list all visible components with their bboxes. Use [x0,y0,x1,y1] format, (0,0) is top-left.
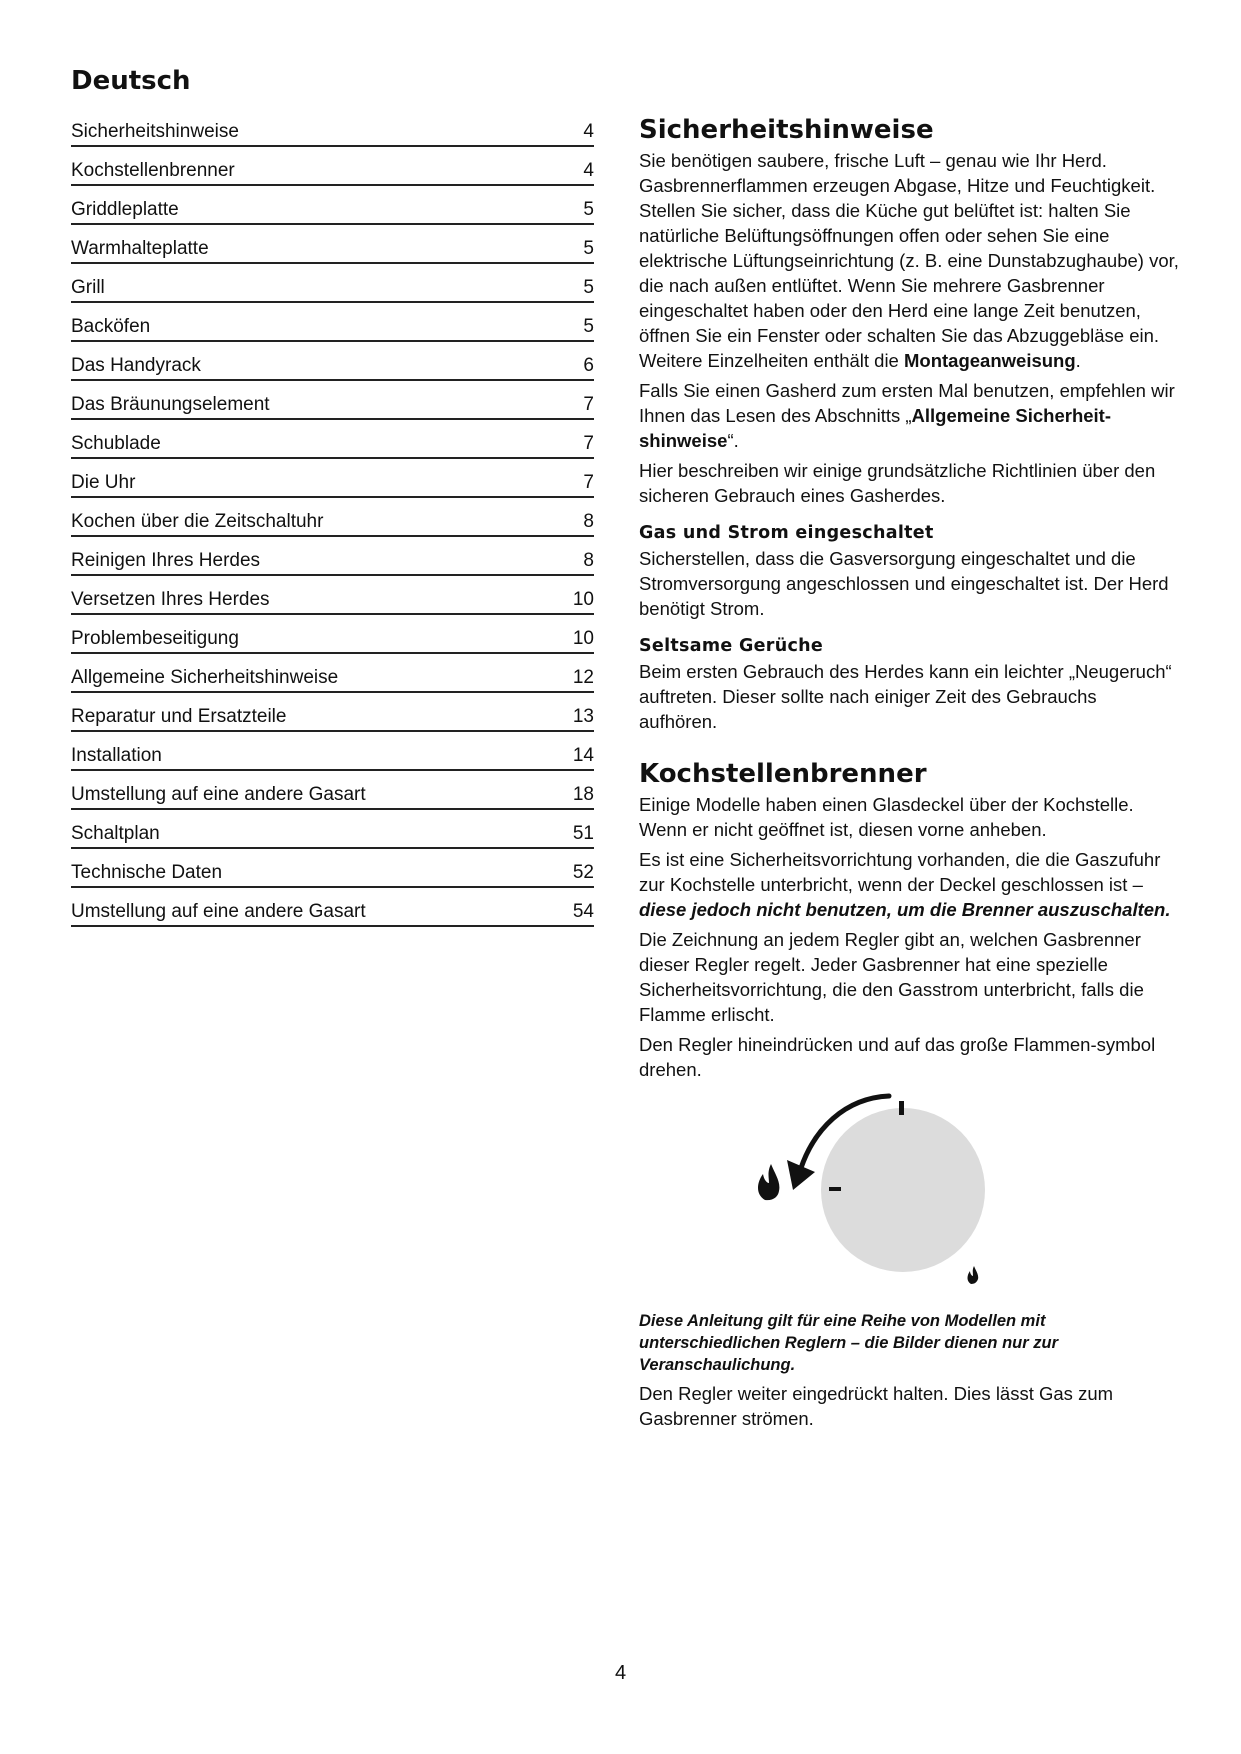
toc-entry-label: Sicherheitshinweise [71,121,239,142]
toc-entry[interactable] [71,695,594,732]
burners-paragraph-5: Den Regler weiter eingedrückt halten. Dies lässt Gas zum Gasbrenner strömen. [639,1383,1114,1429]
toc-entry[interactable] [71,812,594,849]
safety-p2-text: Falls Sie einen Gasherd zum ersten Mal benutzen, empfehlen wir Ihnen das Lesen des Abschnitts „ [639,380,1175,426]
toc-entry[interactable] [71,656,594,693]
gas-power-text: Sicherstellen, dass die Gasversorgung eingeschaltet und die Stromversorgung angeschlossen und eingeschaltet ist. Der Herd benötigt Strom. [639,548,1169,619]
models-note: Diese Anleitung gilt für eine Reihe von Modellen mit unterschiedlichen Reglern – die Bilder dienen nur zur Veranschaulichung. [639,1312,1059,1374]
knob-illustration [639,1090,1179,1310]
toc-entry-label: Das Bräunungselement [71,394,270,415]
safety-p1-bold: Montageanweisung [904,350,1076,371]
toc-entry-page: 5 [583,238,594,259]
knob-top-marker [899,1101,904,1115]
toc-entry-page: 8 [583,511,594,532]
toc-entry[interactable] [71,461,594,498]
burners-paragraph-4: Den Regler hineindrücken und auf das große Flammen-symbol drehen. [639,1034,1156,1080]
toc-entry-page: 10 [572,589,594,610]
toc-entry[interactable] [71,773,594,810]
burners-paragraph-2 [639,847,1179,922]
toc-entry[interactable] [71,149,594,186]
burners-paragraph-1: Einige Modelle haben einen Glasdeckel über der Kochstelle. Wenn er nicht geöffnet ist, diesen vorne anheben. [639,794,1134,840]
toc-entry-label: Die Uhr [71,472,136,493]
toc-entry-label: Allgemeine Sicherheitshinweise [71,667,339,688]
toc-entry-page: 12 [572,667,594,688]
toc-entry-label: Technische Daten [71,862,223,883]
toc-entry-label: Versetzen Ihres Herdes [71,589,270,610]
toc-entry[interactable] [71,890,594,927]
toc-entry-label: Kochen über die Zeitschaltuhr [71,511,324,532]
toc-entry-page: 51 [572,823,594,844]
toc-entry-page: 10 [572,628,594,649]
toc-entry[interactable] [71,422,594,459]
burners-paragraph-3: Die Zeichnung an jedem Regler gibt an, welchen Gasbrenner dieser Regler regelt. Jeder Gasbrenner hat eine spezielle Sicherheitsvorrichtung, die den Gasstrom unterbricht, falls die Flamme erlischt. [639,929,1144,1025]
control-knob-icon [821,1108,985,1272]
safety-heading: Sicherheitshinweise [639,115,934,145]
toc-entry[interactable] [71,305,594,342]
small-flame-icon [968,1266,979,1284]
table-of-contents [71,64,594,929]
safety-p2-end: “. [727,430,739,451]
toc-entry-label: Umstellung auf eine andere Gasart [71,901,366,922]
burners-heading: Kochstellenbrenner [639,759,927,789]
toc-entry-label: Reparatur und Ersatzteile [71,706,287,727]
smell-subheading: Seltsame Gerüche [639,636,824,656]
toc-entry[interactable] [71,110,594,147]
safety-p2-bold: Allgemeine Sicherheit-shinweise [639,405,1111,451]
toc-entry-label: Das Handyrack [71,355,201,376]
toc-entry[interactable] [71,500,594,537]
page-number: 4 [614,1662,627,1684]
toc-entry[interactable] [71,227,594,264]
toc-entry-page: 52 [572,862,594,883]
gas-power-subheading: Gas und Strom eingeschaltet [639,523,934,543]
toc-entry[interactable] [71,383,594,420]
toc-entry-page: 4 [583,121,594,142]
toc-entry-page: 5 [583,277,594,298]
toc-list [71,110,594,927]
knob-diagram [639,1090,1179,1310]
knob-indicator-dash [829,1187,841,1191]
toc-entry-label: Reinigen Ihres Herdes [71,550,261,571]
toc-entry-page: 14 [572,745,594,766]
toc-entry-label: Installation [71,745,162,766]
toc-entry-page: 5 [583,199,594,220]
toc-entry-label: Problembeseitigung [71,628,239,649]
safety-p1-text: Sie benötigen saubere, frische Luft – genau wie Ihr Herd. Gasbrennerflammen erzeugen Abgase, Hitze und Feuchtigkeit. Stellen Sie sicher, dass die Küche gut belüftet ist: halten Sie natürliche Belüftungsöffnungen offen oder sehen Sie eine elektrische Lüftungseinrichtung (z. B. eine Dunstabzughaube) vor, die nach außen entlüftet. Wenn Sie mehrere Gasbrenner eingeschaltet haben oder den Herd eine lange Zeit benutzen, öffnen Sie ein Fenster oder schalten Sie das Abzuggebläse ein. Weitere Einzelheiten enthält die [639,150,1179,371]
toc-entry-label: Warmhalteplatte [71,238,209,259]
toc-entry-label: Backöfen [71,316,151,337]
safety-paragraph-2 [639,378,1179,453]
smell-text: Beim ersten Gebrauch des Herdes kann ein leichter „Neugeruch“ auftreten. Dieser sollte nach einiger Zeit des Gebrauchs aufhören. [639,661,1172,732]
toc-entry-page: 5 [583,316,594,337]
burners-p2-emphasis: diese jedoch nicht benutzen, um die Brenner auszuschalten. [639,899,1171,920]
toc-entry-label: Grill [71,277,105,298]
burners-p2-text: Es ist eine Sicherheitsvorrichtung vorhanden, die die Gaszufuhr zur Kochstelle unterbricht, wenn der Deckel geschlossen ist – [639,849,1161,895]
toc-entry-page: 8 [583,550,594,571]
toc-entry-page: 4 [583,160,594,181]
large-flame-icon [758,1164,779,1200]
toc-entry-page: 7 [583,394,594,415]
toc-entry-page: 7 [583,433,594,454]
burners-section [639,756,1179,1431]
toc-entry-page: 6 [583,355,594,376]
toc-entry[interactable] [71,851,594,888]
toc-entry-label: Schaltplan [71,823,160,844]
toc-entry[interactable] [71,188,594,225]
toc-entry-label: Schublade [71,433,161,454]
toc-entry-page: 18 [572,784,594,805]
safety-p1-end: . [1075,350,1081,371]
toc-entry-page: 7 [583,472,594,493]
safety-paragraph-3: Hier beschreiben wir einige grundsätzliche Richtlinien über den sicheren Gebrauch eines Gasherdes. [639,460,1156,506]
toc-entry-page: 13 [572,706,594,727]
toc-entry[interactable] [71,734,594,771]
toc-entry[interactable] [71,539,594,576]
content-column [639,112,1179,1436]
toc-entry[interactable] [71,578,594,615]
toc-entry[interactable] [71,266,594,303]
toc-entry-label: Kochstellenbrenner [71,160,235,181]
toc-entry[interactable] [71,344,594,381]
toc-entry-page: 54 [572,901,594,922]
toc-title: Deutsch [71,66,191,96]
toc-entry-label: Griddleplatte [71,199,179,220]
safety-paragraph-1 [639,148,1179,373]
toc-entry[interactable] [71,617,594,654]
toc-entry-label: Umstellung auf eine andere Gasart [71,784,366,805]
